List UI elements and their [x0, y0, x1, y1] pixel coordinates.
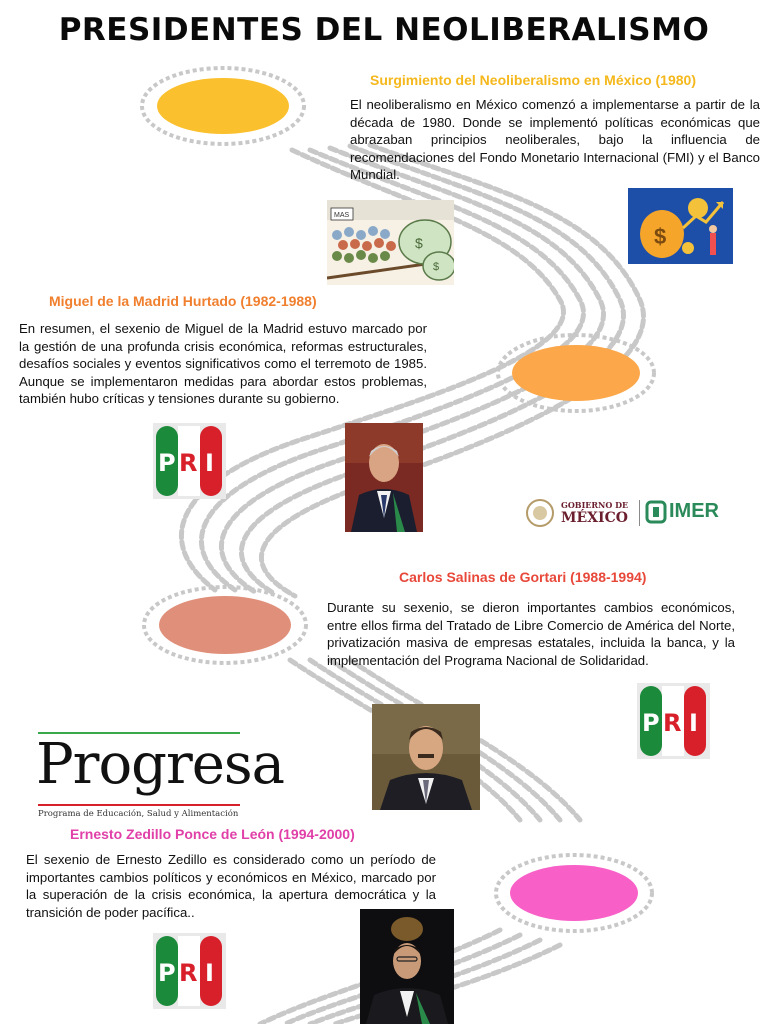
gobierno-line2: MÉXICO: [561, 510, 628, 526]
pri-letter-r: R: [179, 449, 198, 477]
section-heading-madrid: Miguel de la Madrid Hurtado (1982-1988): [49, 293, 317, 309]
pri-letter-p: P: [642, 709, 660, 737]
timeline-node-salinas: [140, 582, 310, 668]
pri-letter-p: P: [158, 449, 176, 477]
pri-letter-r: R: [179, 959, 198, 987]
protest-cartoon-image: [327, 200, 454, 285]
section-text-zedillo: El sexenio de Ernesto Zedillo es considerado como un período de importantes cambios políticos y económicos en México, marcado por la superación de la crisis económica, la apertura democrática y la transición de poder pacífica..: [26, 852, 436, 920]
logo-divider: [639, 500, 640, 526]
timeline-node-zedillo: [492, 850, 656, 936]
progresa-title: Progresa: [36, 732, 285, 797]
progresa-bottom-line: [38, 804, 240, 806]
cartoon-sign-text: MAS: [334, 212, 350, 219]
pri-letter-p: P: [158, 959, 176, 987]
section-heading-zedillo: Ernesto Zedillo Ponce de León (1994-2000): [70, 826, 355, 842]
portrait-miguel-de-la-madrid: [345, 423, 423, 532]
pri-letter-i: I: [205, 449, 214, 477]
portrait-ernesto-zedillo: [360, 909, 454, 1024]
timeline-node-madrid: [494, 330, 658, 416]
imer-icon: [645, 500, 667, 524]
pri-letter-i: I: [689, 709, 698, 737]
pri-logo: [153, 423, 226, 499]
pri-letter-r: R: [663, 709, 682, 737]
progresa-logo: [36, 730, 285, 822]
progresa-subtitle: Programa de Educación, Salud y Alimentación: [38, 809, 239, 819]
section-heading-salinas: Carlos Salinas de Gortari (1988-1994): [399, 569, 647, 585]
svg-text:$: $: [654, 224, 667, 249]
pri-logo: [153, 933, 226, 1009]
gobierno-seal-icon: [525, 498, 555, 528]
section-text-1980: El neoliberalismo en México comenzó a implementarse a partir de la década de 1980. Donde se implementó políticas económicas que abrazaban principios neoliberales, bajo la influencia de recomendaciones del Fondo Monetario Internacional (FMI) y el Banco Mundial.: [350, 97, 760, 182]
timeline-node-1980: [138, 64, 308, 148]
section-heading-1980: Surgimiento del Neoliberalismo en México (1980): [370, 72, 696, 88]
money-growth-illustration: [628, 188, 733, 264]
page-title: PRESIDENTES DEL NEOLIBERALISMO: [58, 12, 710, 48]
pri-letter-i: I: [205, 959, 214, 987]
gobierno-line1: GOBIERNO DE: [561, 500, 629, 510]
node-fill: [157, 78, 289, 134]
section-text-madrid: En resumen, el sexenio de Miguel de la Madrid estuvo marcado por la gestión de una profunda crisis económica, reformas estructurales, desafíos sociales y eventos significativos como el terremoto de 1985. Aunque se implementaron medidas para abordar estos problemas, también hubo críticas y tensiones durante su gobierno.: [19, 321, 427, 406]
svg-text:$: $: [433, 261, 440, 273]
pri-logo: [637, 683, 710, 759]
portrait-carlos-salinas: [372, 704, 480, 810]
gobierno-imer-logos: [525, 496, 730, 530]
section-text-salinas: Durante su sexenio, se dieron importantes cambios económicos, entre ellos firma del Tratado de Libre Comercio de América del Norte, privatización masiva de empresas estatales, incluida la banca, y la implementación del Programa Nacional de Solidaridad.: [327, 600, 735, 668]
imer-text: IMER: [669, 500, 719, 522]
svg-text:$: $: [415, 235, 423, 251]
